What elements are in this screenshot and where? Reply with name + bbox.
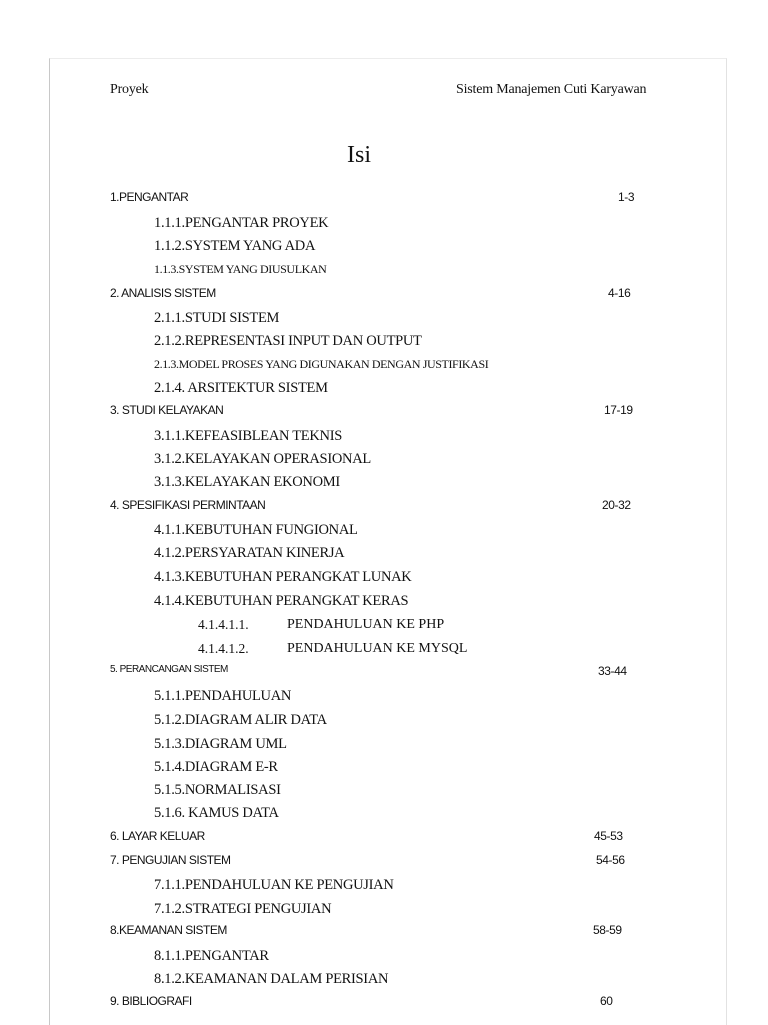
toc-subsection-1-3 [0,262,768,282]
toc-subsection-title: 2.1.1.STUDI SISTEM [154,310,280,326]
toc-section-title: 5. PERANCANGAN SISTEM [110,664,228,675]
toc-item-title: PENDAHULUAN KE MYSQL [287,641,468,656]
toc-subsection-2-2 [0,333,768,353]
toc-subsection-title: 1.1.1.PENGANTAR PROYEK [154,215,329,231]
toc-subsection-title: 7.1.2.STRATEGI PENGUJIAN [154,901,332,917]
toc-page-range: 45-53 [594,829,623,843]
toc-page-range: 20-32 [602,498,631,512]
toc-section-title: 6. LAYAR KELUAR [110,829,205,843]
toc-page-range: 54-56 [596,853,625,867]
toc-subsection-title: 4.1.2.PERSYARATAN KINERJA [154,545,345,561]
toc-subsection-3-2 [0,451,768,471]
toc-section-7 [0,853,768,873]
toc-page-range: 1-3 [618,190,635,204]
toc-subsection-1-2 [0,238,768,258]
toc-item-number: 4.1.4.1.2. [198,641,249,656]
toc-page-range: 60 [600,994,613,1008]
toc-subsection-4-4 [0,593,768,613]
toc-subsection-title: 5.1.4.DIAGRAM E-R [154,759,278,775]
toc-subsection-5-4 [0,759,768,779]
toc-section-title: 7. PENGUJIAN SISTEM [110,853,231,867]
toc-section-8 [0,923,768,943]
toc-section-9 [0,994,768,1014]
toc-subsection-title: 4.1.4.KEBUTUHAN PERANGKAT KERAS [154,593,409,609]
toc-subsection-title: 4.1.1.KEBUTUHAN FUNGIONAL [154,522,358,538]
toc-subsection-3-1 [0,428,768,448]
toc-subsection-title: 5.1.3.DIAGRAM UML [154,736,287,752]
toc-subsection-2-1 [0,310,768,330]
toc-subsection-title: 5.1.6. KAMUS DATA [154,805,279,821]
toc-subsection-title: 5.1.1.PENDAHULUAN [154,688,292,704]
toc-subsection-4-3 [0,569,768,589]
toc-subsection-title: 5.1.2.DIAGRAM ALIR DATA [154,712,327,728]
toc-subsection-title: 7.1.1.PENDAHULUAN KE PENGUJIAN [154,877,394,893]
toc-subsection-3-3 [0,474,768,494]
toc-item-title: PENDAHULUAN KE PHP [287,617,445,632]
toc-page-range: 58-59 [593,923,622,937]
toc-subsection-4-1 [0,522,768,542]
toc-section-title: 4. SPESIFIKASI PERMINTAAN [110,498,266,512]
toc-subsection-title: 1.1.2.SYSTEM YANG ADA [154,238,316,254]
toc-subsection-title: 2.1.4. ARSITEKTUR SISTEM [154,380,328,396]
toc-subsubsection-4-4-2 [0,641,768,661]
toc-subsection-5-2 [0,712,768,732]
toc-subsection-5-3 [0,736,768,756]
toc-section-title: 9. BIBLIOGRAFI [110,994,192,1008]
toc-section-3 [0,403,768,423]
toc-subsection-title: 4.1.3.KEBUTUHAN PERANGKAT LUNAK [154,569,412,585]
toc-subsection-title: 2.1.2.REPRESENTASI INPUT DAN OUTPUT [154,333,422,349]
toc-subsection-title: 1.1.3.SYSTEM YANG DIUSULKAN [154,262,327,276]
toc-subsection-title: 3.1.2.KELAYAKAN OPERASIONAL [154,451,371,467]
toc-subsection-title: 2.1.3.MODEL PROSES YANG DIGUNAKAN DENGAN JUSTIFIKASI [154,357,489,371]
toc-item-number: 4.1.4.1.1. [198,617,249,632]
toc-page-range: 17-19 [604,403,633,417]
header-project-label: Proyek [110,82,149,97]
header-document-title: Sistem Manajemen Cuti Karyawan [456,82,647,97]
toc-subsection-2-3 [0,357,768,377]
toc-section-5 [0,664,768,684]
toc-subsection-7-1 [0,877,768,897]
toc-page-range: 33-44 [598,664,627,678]
toc-subsection-title: 3.1.3.KELAYAKAN EKONOMI [154,474,340,490]
toc-section-6 [0,829,768,849]
toc-subsection-5-1 [0,688,768,708]
toc-section-title: 1.PENGANTAR [110,190,189,204]
page-title: Isi [347,142,371,168]
toc-subsection-7-2 [0,901,768,921]
toc-section-title: 2. ANALISIS SISTEM [110,286,216,300]
toc-subsection-title: 3.1.1.KEFEASIBLEAN TEKNIS [154,428,342,444]
toc-section-4 [0,498,768,518]
toc-subsection-title: 5.1.5.NORMALISASI [154,782,281,798]
toc-page-range: 4-16 [608,286,631,300]
toc-subsection-title: 8.1.1.PENGANTAR [154,948,269,964]
toc-subsection-8-1 [0,948,768,968]
toc-subsection-5-5 [0,782,768,802]
toc-subsection-1-1 [0,215,768,235]
toc-subsection-2-4 [0,380,768,400]
toc-section-title: 3. STUDI KELAYAKAN [110,403,224,417]
toc-subsection-title: 8.1.2.KEAMANAN DALAM PERISIAN [154,971,389,987]
toc-section-1 [0,190,768,210]
toc-subsubsection-4-4-1 [0,617,768,637]
toc-subsection-8-2 [0,971,768,991]
toc-section-2 [0,286,768,306]
toc-subsection-5-6 [0,805,768,825]
toc-subsection-4-2 [0,545,768,565]
toc-section-title: 8.KEAMANAN SISTEM [110,923,227,937]
